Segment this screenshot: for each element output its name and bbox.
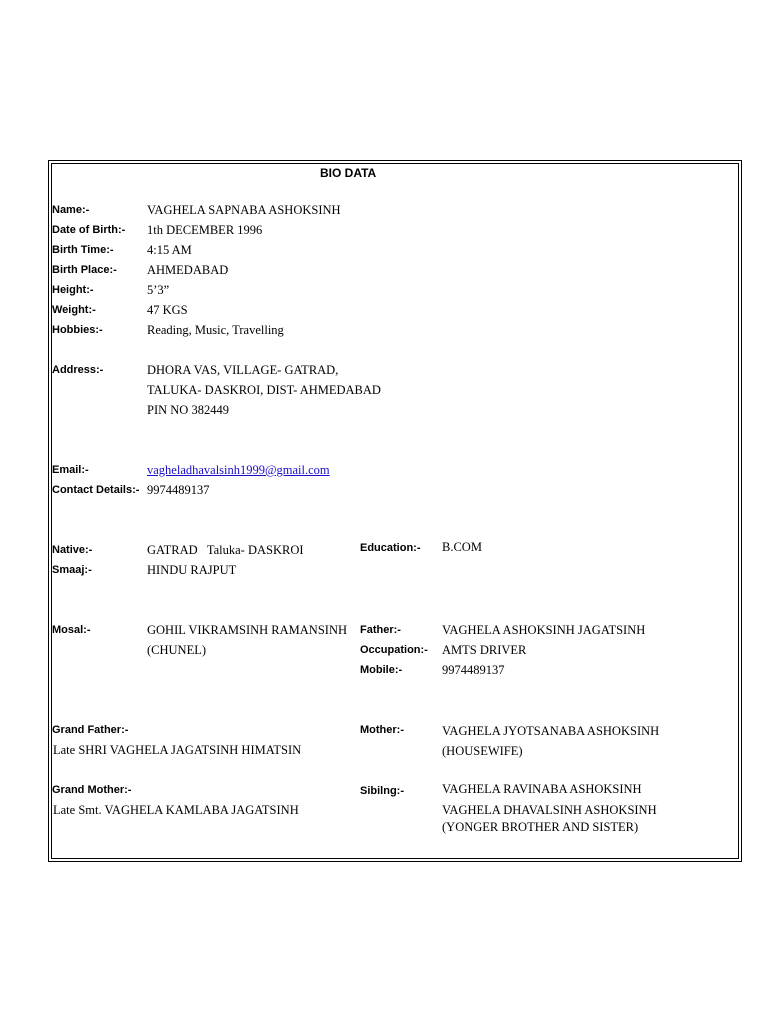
mother-line-2: (HOUSEWIFE) (442, 744, 523, 758)
height-value: 5’3” (147, 283, 170, 297)
sibling-line-1: VAGHELA RAVINABA ASHOKSINH (442, 782, 642, 796)
mother-line-1: VAGHELA JYOTSANABA ASHOKSINH (442, 724, 660, 738)
email-label: Email:- (52, 464, 89, 476)
mosal-line-2: (CHUNEL) (147, 643, 207, 657)
sibling-line-2: VAGHELA DHAVALSINH ASHOKSINH (442, 803, 657, 817)
mobile-value: 9974489137 (442, 663, 505, 677)
smaaj-label: Smaaj:- (52, 564, 92, 576)
grand-father-label: Grand Father:- (52, 724, 129, 736)
education-label: Education:- (360, 542, 421, 554)
mosal-line-1: GOHIL VIKRAMSINH RAMANSINH (147, 623, 348, 637)
address-line-3: PIN NO 382449 (147, 403, 229, 417)
address-line-2: TALUKA- DASKROI, DIST- AHMEDABAD (147, 383, 381, 397)
sibling-line-3: (YONGER BROTHER AND SISTER) (442, 820, 639, 834)
hobbies-label: Hobbies:- (52, 324, 103, 336)
address-label: Address:- (52, 364, 104, 376)
dob-value: 1th DECEMBER 1996 (147, 223, 263, 237)
weight-value: 47 KGS (147, 303, 188, 317)
birth-place-value: AHMEDABAD (147, 263, 229, 277)
birth-time-label: Birth Time:- (52, 244, 114, 256)
name-value: VAGHELA SAPNABA ASHOKSINH (147, 203, 341, 217)
contact-value: 9974489137 (147, 483, 210, 497)
education-value: B.COM (442, 540, 482, 554)
mother-label: Mother:- (360, 724, 404, 736)
native-value: GATRAD Taluka- DASKROI (147, 543, 304, 557)
smaaj-value: HINDU RAJPUT (147, 563, 237, 577)
weight-label: Weight:- (52, 304, 96, 316)
document-title: BIO DATA (320, 166, 377, 180)
grand-mother-value: Late Smt. VAGHELA KAMLABA JAGATSINH (53, 803, 299, 817)
occupation-value: AMTS DRIVER (442, 643, 527, 657)
email-link[interactable]: vagheladhavalsinh1999@gmail.com (147, 463, 330, 477)
contact-label: Contact Details:- (52, 484, 140, 496)
father-label: Father:- (360, 624, 401, 636)
sibling-label: Sibilng:- (360, 785, 404, 797)
address-line-1: DHORA VAS, VILLAGE- GATRAD, (147, 363, 339, 377)
mobile-label: Mobile:- (360, 664, 403, 676)
birth-time-value: 4:15 AM (147, 243, 192, 257)
birth-place-label: Birth Place:- (52, 264, 117, 276)
dob-label: Date of Birth:- (52, 224, 126, 236)
father-value: VAGHELA ASHOKSINH JAGATSINH (442, 623, 646, 637)
hobbies-value: Reading, Music, Travelling (147, 323, 284, 337)
height-label: Height:- (52, 284, 94, 296)
native-label: Native:- (52, 544, 93, 556)
grand-mother-label: Grand Mother:- (52, 784, 132, 796)
occupation-label: Occupation:- (360, 644, 428, 656)
mosal-label: Mosal:- (52, 624, 91, 636)
name-label: Name:- (52, 204, 90, 216)
grand-father-value: Late SHRI VAGHELA JAGATSINH HIMATSIN (53, 743, 302, 757)
